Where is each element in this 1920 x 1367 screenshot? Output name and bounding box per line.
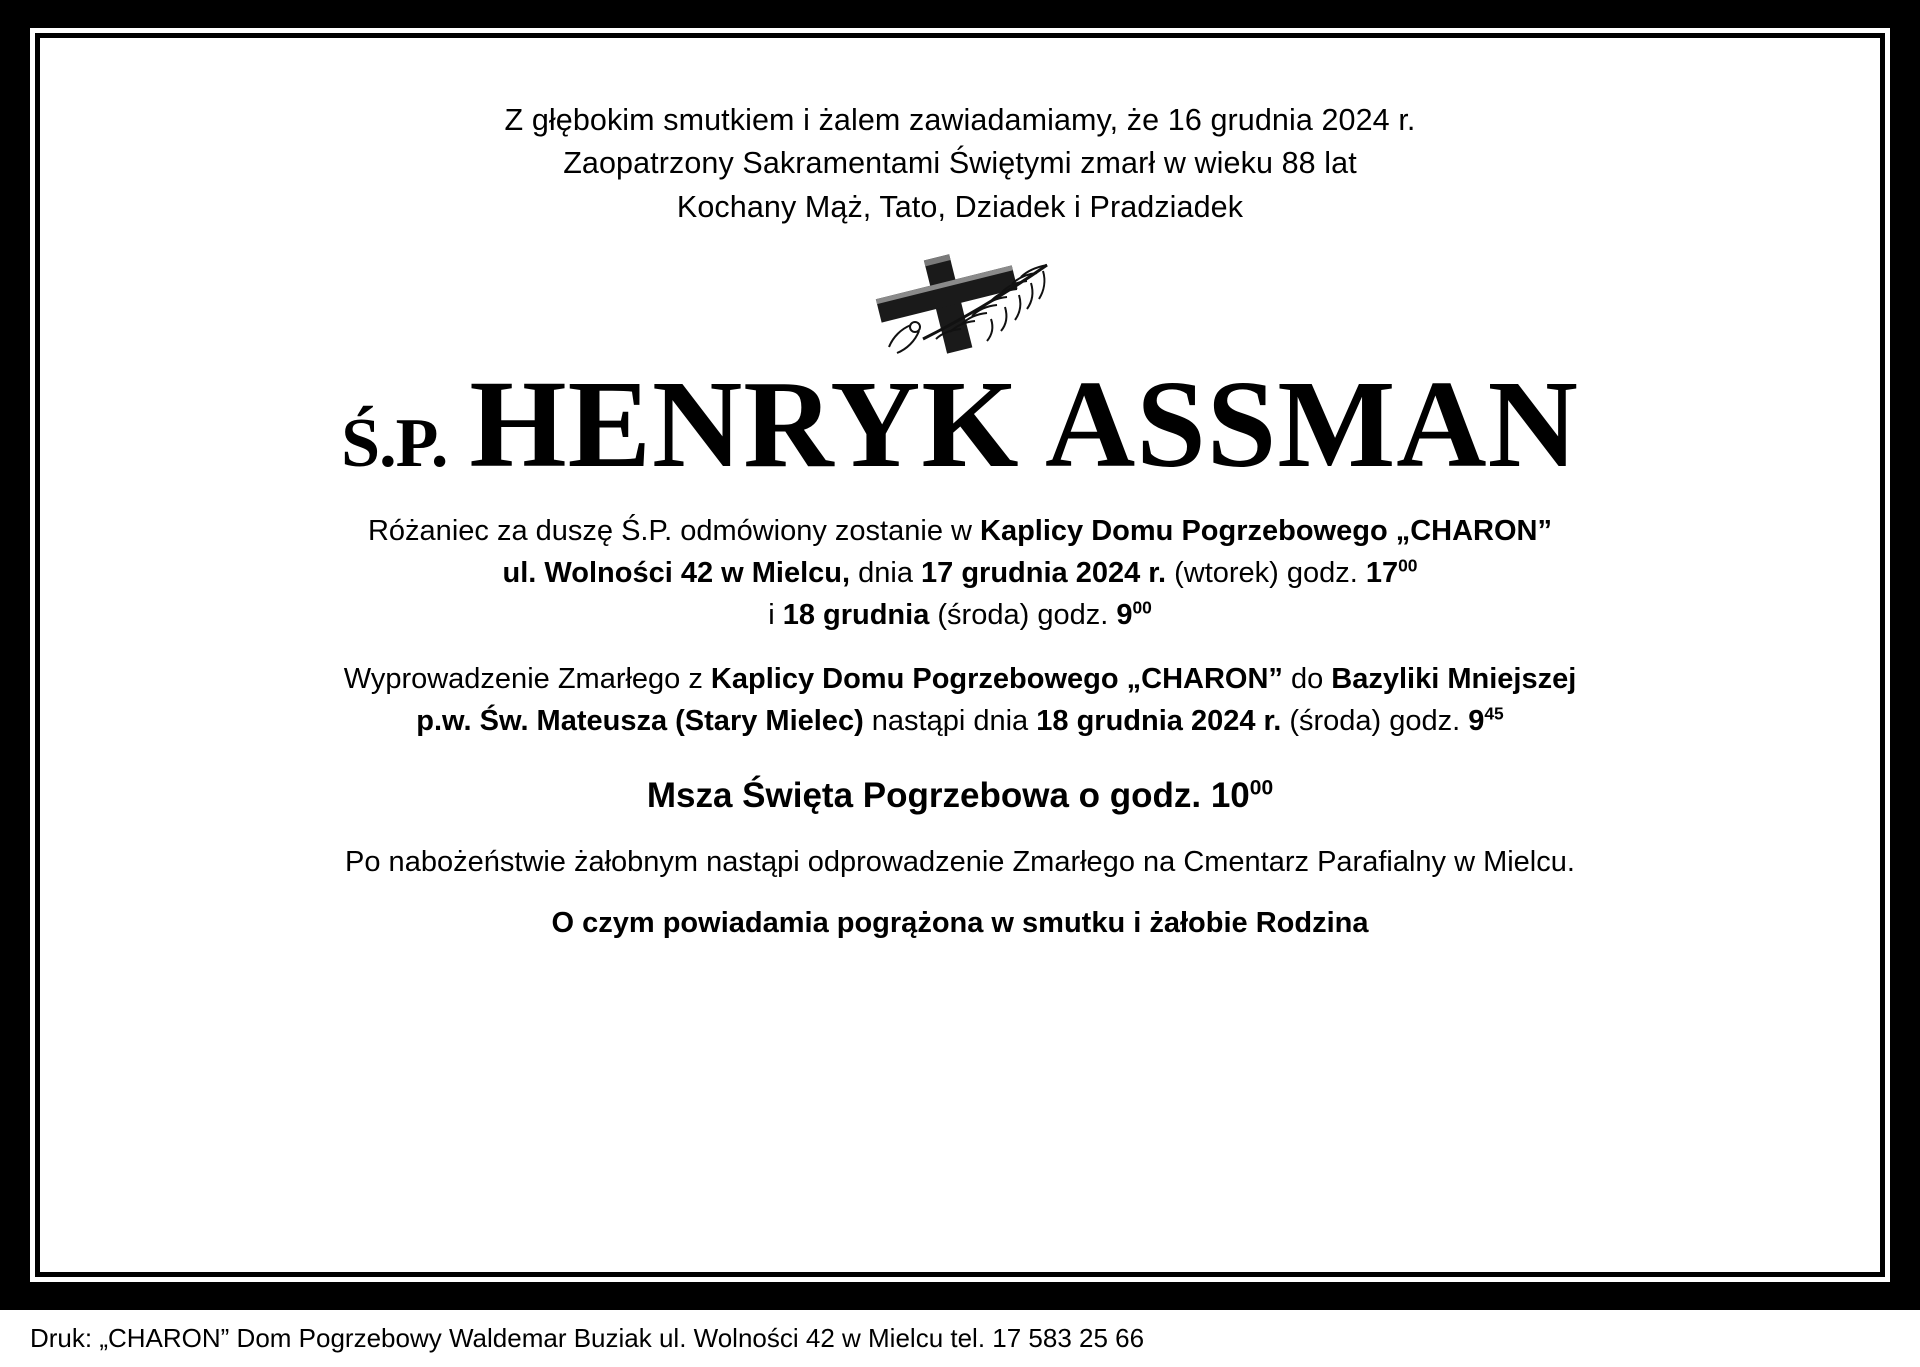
rosary-line-2 bbox=[107, 552, 1813, 594]
page-title: HENRYK ASSMAN bbox=[469, 355, 1579, 494]
procession-line-2 bbox=[107, 700, 1813, 742]
funeral-mass-info bbox=[107, 776, 1813, 816]
procession-line1-mid: do bbox=[1282, 663, 1332, 696]
frame-white-gap bbox=[30, 28, 1890, 1282]
rosary-line3-pre: i bbox=[768, 598, 783, 631]
funeral-mass-text: Msza Święta Pogrzebowa o godz. 10 bbox=[646, 776, 1250, 816]
rosary-line1-pre: Różaniec za duszę Ś.P. odmówiony zostanie w bbox=[367, 514, 981, 547]
intro-line-2: Zaopatrzony Sakramentami Świętymi zmarł w wieku 88 lat bbox=[563, 146, 1357, 181]
procession-info bbox=[107, 658, 1813, 742]
procession-basilica: Bazyliki Mniejszej bbox=[1331, 663, 1577, 696]
rosary-chapel: Kaplicy Domu Pogrzebowego „CHARON” bbox=[980, 514, 1553, 547]
rosary-hour-2-minutes: 00 bbox=[1132, 597, 1152, 618]
procession-hour-minutes: 45 bbox=[1484, 703, 1504, 724]
honorific: Ś.P. bbox=[341, 404, 448, 482]
printer-info-text: Druk: „CHARON” Dom Pogrzebowy Waldemar Buziak ul. Wolności 42 w Mielcu tel. 17 583 25 66 bbox=[30, 1323, 1145, 1353]
procession-chapel: Kaplicy Domu Pogrzebowego „CHARON” bbox=[710, 663, 1283, 696]
funeral-mass-minutes: 00 bbox=[1249, 776, 1274, 800]
procession-date: 18 grudnia 2024 r. bbox=[1036, 705, 1282, 738]
intro-text bbox=[107, 99, 1813, 229]
procession-line-1 bbox=[107, 658, 1813, 700]
cross-with-palm-icon bbox=[107, 247, 1813, 357]
rosary-info bbox=[107, 510, 1813, 636]
after-service-text: Po nabożeństwie żałobnym nastąpi odprowadzenie Zmarłego na Cmentarz Parafialny w Mielcu. bbox=[345, 846, 1575, 879]
rosary-line3-mid: (środa) godz. bbox=[929, 598, 1117, 631]
procession-line2-mid2: (środa) godz. bbox=[1281, 705, 1469, 738]
procession-line1-pre: Wyprowadzenie Zmarłego z bbox=[343, 663, 711, 696]
family-signature: O czym powiadamia pogrążona w smutku i żałobie Rodzina bbox=[551, 907, 1369, 940]
rosary-address: ul. Wolności 42 w Mielcu, bbox=[502, 556, 851, 589]
procession-line2-mid: nastąpi dnia bbox=[863, 705, 1037, 738]
deceased-name-line bbox=[107, 355, 1813, 494]
frame-inner-line bbox=[35, 33, 1885, 1277]
procession-church: p.w. Św. Mateusza (Stary Mielec) bbox=[416, 705, 864, 738]
notice-content bbox=[47, 45, 1873, 1265]
rosary-date-1: 17 grudnia 2024 r. bbox=[921, 556, 1167, 589]
rosary-hour-1-minutes: 00 bbox=[1398, 555, 1418, 576]
rosary-line-3 bbox=[107, 594, 1813, 636]
intro-line-3: Kochany Mąż, Tato, Dziadek i Pradziadek bbox=[676, 189, 1244, 224]
rosary-date-2: 18 grudnia bbox=[782, 598, 930, 631]
intro-line-1: Z głębokim smutkiem i żalem zawiadamiamy, że 16 grudnia 2024 r. bbox=[504, 103, 1416, 137]
rosary-hour-2: 9 bbox=[1116, 598, 1133, 631]
rosary-line2-mid2: (wtorek) godz. bbox=[1166, 556, 1366, 589]
rosary-line-1 bbox=[107, 510, 1813, 552]
printer-footer bbox=[0, 1310, 1920, 1367]
procession-hour: 9 bbox=[1468, 705, 1485, 738]
rosary-hour-1: 17 bbox=[1365, 556, 1399, 589]
rosary-line2-mid: dnia bbox=[850, 556, 922, 589]
